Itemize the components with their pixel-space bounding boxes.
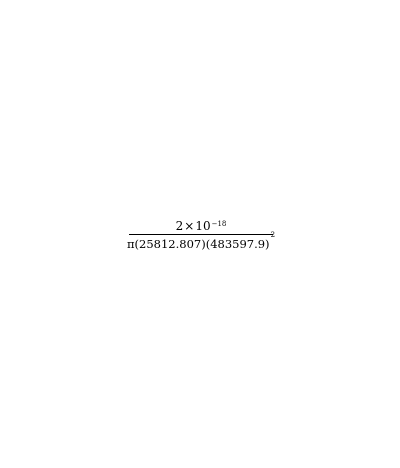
fraction-formula [126,218,276,252]
numerator-coefficient: 2 [175,219,184,233]
pi-symbol: π [126,237,135,251]
times-operator: × [184,219,195,233]
numerator-base: 10 [195,219,211,233]
denominator [126,231,276,251]
numerator-exponent: −18 [211,220,227,228]
fraction-bar [129,234,273,235]
denominator-exponent: 2 [270,231,276,239]
denominator-factor-2: (483597.9) [205,237,270,251]
numerator [176,218,227,233]
denominator-factor-1: (25812.807) [134,237,206,251]
